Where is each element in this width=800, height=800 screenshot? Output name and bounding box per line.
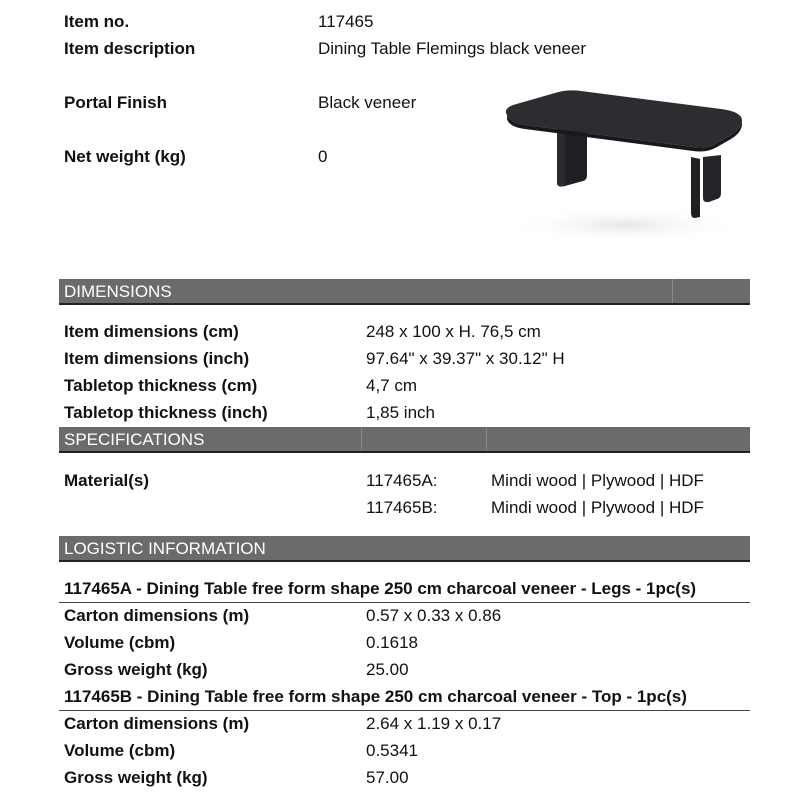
dimension-label: Item dimensions (inch)	[64, 349, 250, 368]
material-label: Material(s)	[64, 471, 150, 490]
dimension-value: 1,85 inch	[366, 403, 435, 422]
logistic-value: 0.5341	[366, 741, 418, 760]
logistics-title: LOGISTIC INFORMATION	[64, 539, 266, 558]
logistic-label: Volume (cbm)	[64, 633, 176, 652]
logistic-label: Carton dimensions (m)	[64, 606, 250, 625]
item-description-label: Item description	[64, 39, 196, 58]
net-weight-value: 0	[318, 147, 328, 166]
cell-divider	[672, 279, 673, 303]
logistic-label: Gross weight (kg)	[64, 660, 208, 679]
cell-divider	[361, 427, 362, 451]
material-part: 117465B:	[366, 498, 438, 517]
material-part: 117465A:	[366, 471, 438, 490]
logistic-label: Carton dimensions (m)	[64, 714, 250, 733]
item-no-value: 117465	[318, 12, 374, 31]
portal-finish-label: Portal Finish	[64, 93, 167, 112]
material-value: Mindi wood | Plywood | HDF	[491, 498, 704, 517]
package-heading: 117465A - Dining Table free form shape 250 cm charcoal veneer - Legs - 1pc(s)	[64, 579, 697, 598]
logistic-value: 25.00	[366, 660, 409, 679]
item-description-value: Dining Table Flemings black veneer	[318, 39, 587, 58]
logistic-value: 0.1618	[366, 633, 418, 652]
logistic-label: Volume (cbm)	[64, 741, 176, 760]
logistic-value: 2.64 x 1.19 x 0.17	[366, 714, 502, 733]
logistics-section-header	[59, 536, 750, 562]
dimension-label: Item dimensions (cm)	[64, 322, 239, 341]
specifications-title: SPECIFICATIONS	[64, 430, 205, 449]
dimension-value: 97.64" x 39.37" x 30.12" H	[366, 349, 565, 368]
dimension-value: 248 x 100 x H. 76,5 cm	[366, 322, 541, 341]
product-image	[495, 85, 755, 245]
item-no-label: Item no.	[64, 12, 130, 31]
package-divider	[59, 710, 750, 711]
net-weight-label: Net weight (kg)	[64, 147, 186, 166]
dining-table-image	[495, 85, 755, 245]
package-divider	[59, 602, 750, 603]
dimensions-title: DIMENSIONS	[64, 282, 172, 301]
package-heading: 117465B - Dining Table free form shape 250 cm charcoal veneer - Top - 1pc(s)	[64, 687, 687, 706]
specifications-section-header	[59, 427, 750, 453]
portal-finish-value: Black veneer	[318, 93, 417, 112]
logistic-label: Gross weight (kg)	[64, 768, 208, 787]
dimension-label: Tabletop thickness (inch)	[64, 403, 268, 422]
dimension-label: Tabletop thickness (cm)	[64, 376, 258, 395]
cell-divider	[486, 427, 487, 451]
dimension-value: 4,7 cm	[366, 376, 418, 395]
logistic-value: 0.57 x 0.33 x 0.86	[366, 606, 502, 625]
logistic-value: 57.00	[366, 768, 409, 787]
dimensions-section-header	[59, 279, 750, 305]
material-value: Mindi wood | Plywood | HDF	[491, 471, 704, 490]
